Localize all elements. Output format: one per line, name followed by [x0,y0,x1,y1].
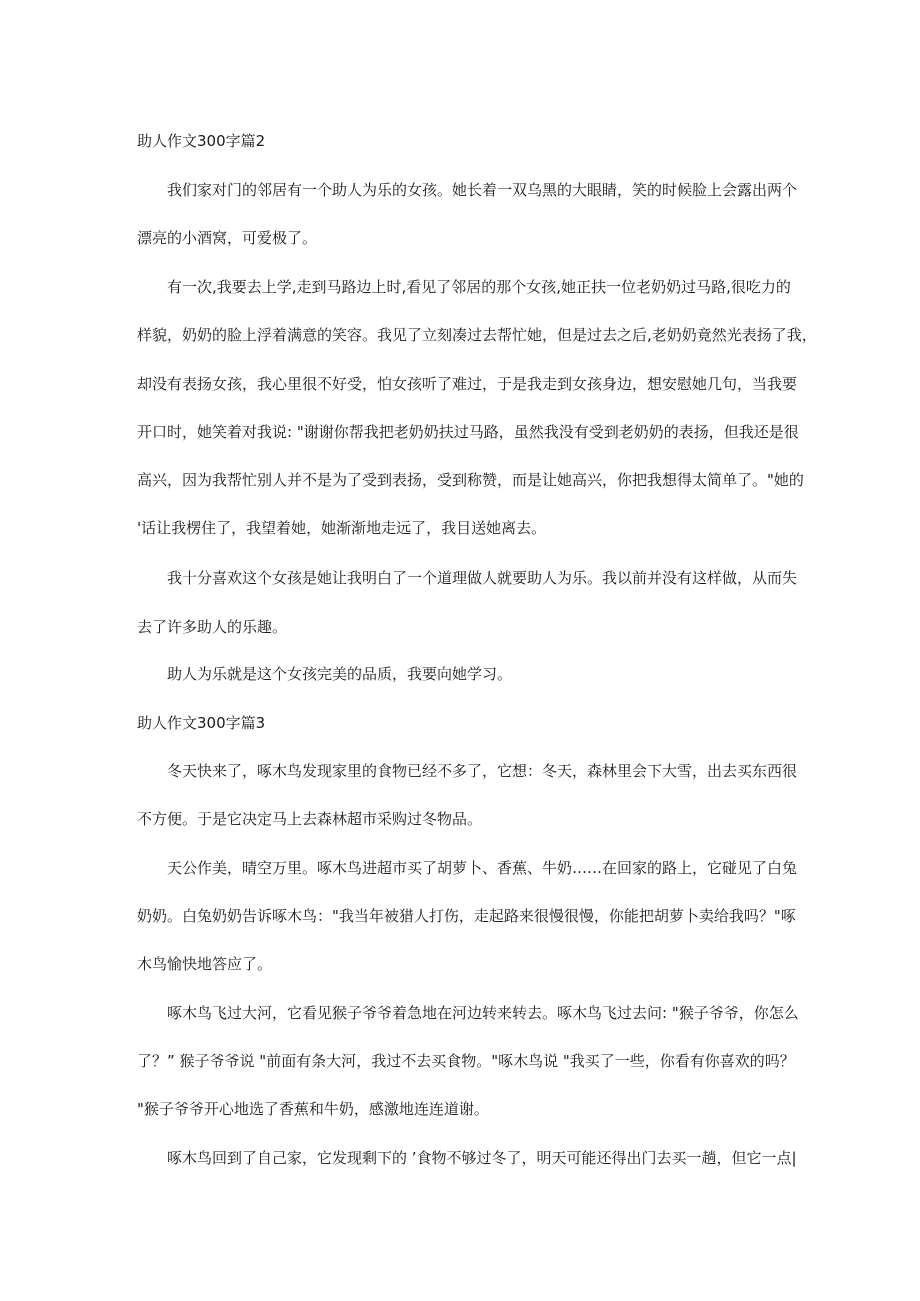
section-2-line-8: '话让我楞住了，我望着她，她渐渐地走远了，我目送她离去。 [137,519,547,537]
section-3-line-7: 了？” 猴子爷爷说 "前面有条大河，我过不去买食物。"啄木鸟说 "我买了一些，你看有你喜欢的吗？ [137,1052,795,1070]
section-3-line-6: 啄木鸟飞过大河，它看见猴子爷爷着急地在河边转来转去。啄木鸟飞过去问: "猴子爷爷，你怎么 [167,1004,799,1022]
section-3-heading: 助人作文300字篇3 [137,714,266,732]
section-3-line-1: 冬天快来了，啄木鸟发现家里的食物已经不多了，它想：冬天，森林里会下大雪，出去买东西很 [167,762,798,780]
section-2-line-6: 开口时，她笑着对我说: "谢谢你帮我把老奶奶扶过马路，虽然我没有受到老奶奶的表扬，但我还是很 [137,423,799,441]
section-2-line-5: 却没有表扬女孩，我心里很不好受，怕女孩听了难过，于是我走到女孩身边，想安慰她几句，当我要 [137,375,798,393]
section-3-line-2: 不方便。于是它决定马上去森林超市采购过冬物品。 [137,810,483,828]
section-3-line-5: 木鸟愉快地答应了。 [137,955,273,973]
section-2-line-9: 我十分喜欢这个女孩是她让我明白了一个道理做人就要助人为乐。我以前并没有这样做，从而失 [167,569,798,587]
section-2-heading: 助人作文300字篇2 [137,132,266,150]
section-2-line-3: 有一次,我要去上学,走到马路边上时,看见了邻居的那个女孩,她正扶一位老奶奶过马路,很吃力的 [167,278,791,296]
section-2-line-10: 去了许多助人的乐趣。 [137,618,288,636]
section-2-line-4: 样貌，奶奶的脸上浮着满意的笑容。我见了立刻凑过去帮忙她，但是过去之后,老奶奶竟然光表扬了我， [137,326,817,344]
section-3-line-9: 啄木鸟回到了自己家，它发现剩下的 ’食物不够过冬了，明天可能还得出门去买一趟，但它一点| [167,1149,797,1167]
section-2-line-1: 我们家对门的邻居有一个助人为乐的女孩。她长着一双乌黑的大眼睛，笑的时候脸上会露出两个 [167,181,798,199]
section-3-line-8: "猴子爷爷开心地选了香蕉和牛奶，感激地连连道谢。 [137,1100,489,1118]
section-3-line-4: 奶奶。白兔奶奶告诉啄木鸟："我当年被猎人打伤，走起路来很慢很慢，你能把胡萝卜卖给我吗？"啄 [137,907,796,925]
section-2-line-11: 助人为乐就是这个女孩完美的品质，我要向她学习。 [167,665,513,683]
section-2-line-2: 漂亮的小酒窝，可爱极了。 [137,229,318,247]
section-2-line-7: 高兴，因为我帮忙别人并不是为了受到表扬，受到称赞，而是让她高兴，你把我想得太简单了。"她的 [137,471,804,489]
section-3-line-3: 天公作美，晴空万里。啄木鸟进超市买了胡萝卜、香蕉、牛奶……在回家的路上，它碰见了白兔 [167,859,798,877]
